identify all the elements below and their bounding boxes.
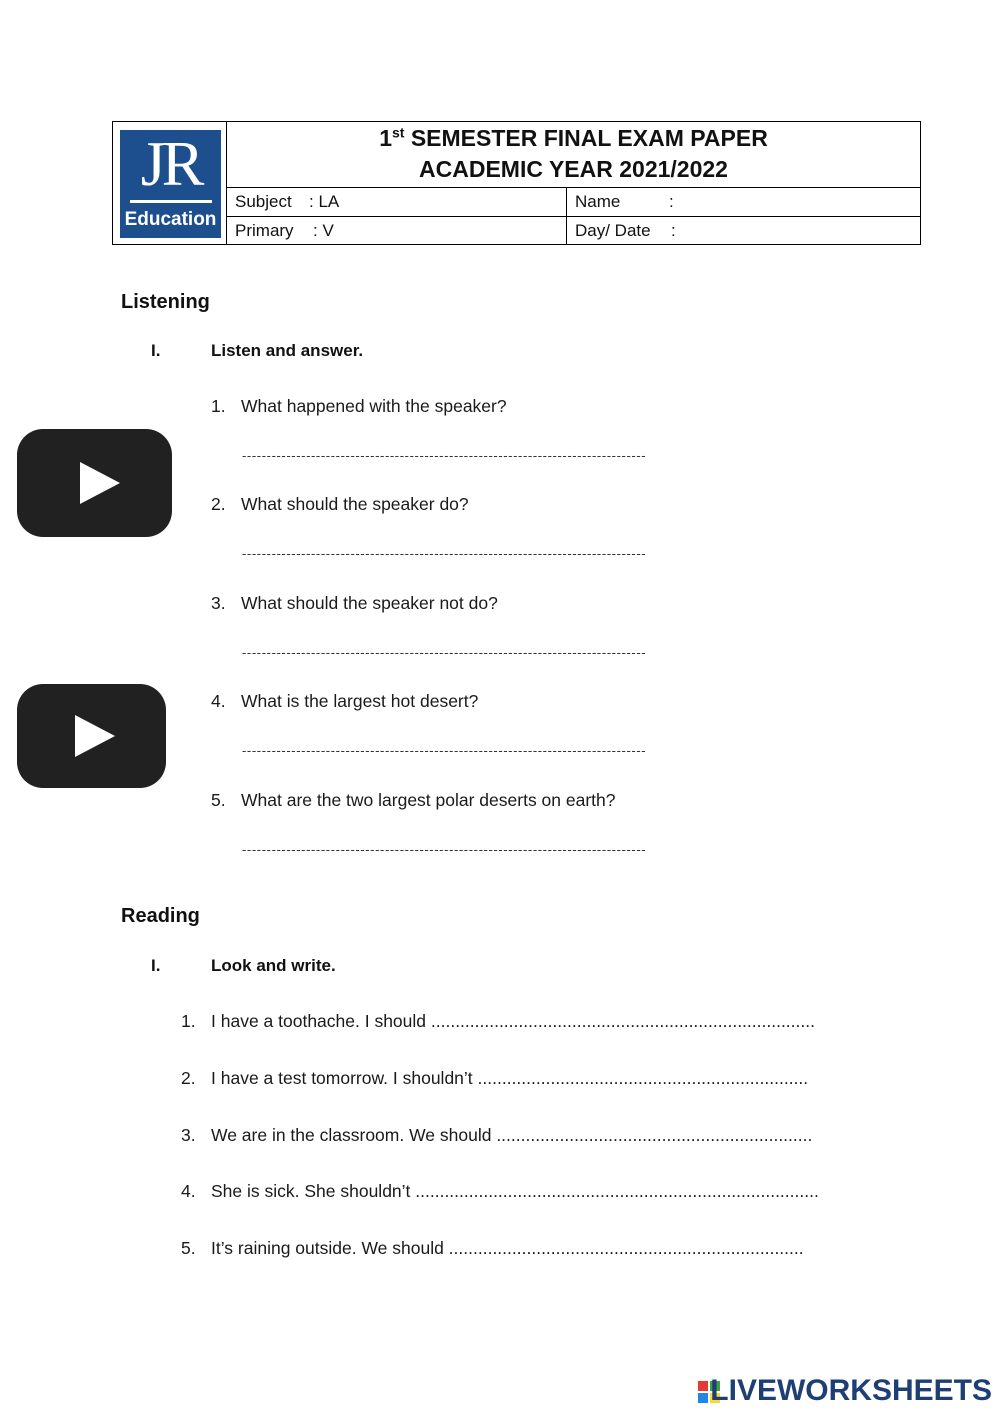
date-value: : <box>671 221 676 240</box>
question-text: What should the speaker do? <box>241 494 469 514</box>
question-text: What should the speaker not do? <box>241 593 498 613</box>
reading-item[interactable] <box>181 1125 812 1146</box>
logo-education-text: Education <box>124 209 217 230</box>
question-number: 1. <box>211 396 226 416</box>
play-button-icon[interactable] <box>17 429 172 537</box>
question-text: What is the largest hot desert? <box>241 691 479 711</box>
answer-line[interactable]: ---------------------------------------------------------------------------------- <box>242 546 647 561</box>
header-row-primary <box>227 217 920 244</box>
item-text: She is sick. She shouldn’t ................................................................................... <box>211 1181 819 1201</box>
exam-title-line2: ACADEMIC YEAR 2021/2022 <box>419 156 728 182</box>
item-number: 1. <box>181 1011 196 1031</box>
header-row-subject <box>227 188 920 217</box>
logo-divider <box>130 200 212 203</box>
listening-heading: Listening <box>121 291 210 313</box>
listening-instruction: Listen and answer. <box>211 341 364 360</box>
item-number: 5. <box>181 1238 196 1258</box>
exam-header-table <box>112 121 921 245</box>
item-number: 3. <box>181 1125 196 1145</box>
listening-section-number: I. <box>151 341 161 360</box>
question-text: What happened with the speaker? <box>241 396 507 416</box>
reading-instruction: Look and write. <box>211 956 336 975</box>
primary-cell <box>227 217 567 244</box>
title-ordinal: 1 <box>379 125 392 151</box>
listening-question <box>211 790 616 811</box>
name-value: : <box>669 192 674 211</box>
subject-cell <box>227 188 567 216</box>
exam-title-line1 <box>227 123 920 154</box>
item-number: 4. <box>181 1181 196 1201</box>
play-triangle-icon <box>75 715 115 757</box>
answer-line[interactable]: ---------------------------------------------------------------------------------- <box>242 842 647 857</box>
item-text: We are in the classroom. We should ................................................................. <box>211 1125 813 1145</box>
reading-section-number: I. <box>151 956 161 975</box>
question-number: 3. <box>211 593 226 613</box>
answer-line[interactable]: ---------------------------------------------------------------------------------- <box>242 743 647 758</box>
name-cell[interactable] <box>567 188 920 216</box>
question-number: 4. <box>211 691 226 711</box>
subject-label: Subject <box>235 192 292 211</box>
liveworksheets-brand[interactable]: LIVEWORKSHEETS <box>710 1374 992 1407</box>
listening-question <box>211 691 478 712</box>
reading-heading: Reading <box>121 905 200 927</box>
question-number: 2. <box>211 494 226 514</box>
reading-item[interactable] <box>181 1068 808 1089</box>
play-triangle-icon <box>80 462 120 504</box>
item-text: I have a test tomorrow. I shouldn’t .................................................................... <box>211 1068 809 1088</box>
item-text: It’s raining outside. We should ......................................................................... <box>211 1238 804 1258</box>
reading-item[interactable] <box>181 1181 819 1202</box>
reading-item[interactable] <box>181 1238 804 1259</box>
name-label: Name <box>575 192 621 211</box>
item-number: 2. <box>181 1068 196 1088</box>
logo-cell <box>113 122 227 244</box>
jr-education-logo <box>120 130 221 238</box>
title-line1-text: SEMESTER FINAL EXAM PAPER <box>404 125 768 151</box>
listening-question <box>211 593 498 614</box>
primary-label: Primary <box>235 221 294 240</box>
question-text: What are the two largest polar deserts on earth? <box>241 790 616 810</box>
logo-jr-text: JR <box>140 128 201 199</box>
primary-value: : V <box>313 221 334 240</box>
listening-question <box>211 494 469 515</box>
subject-value: : LA <box>309 192 340 211</box>
answer-line[interactable]: ---------------------------------------------------------------------------------- <box>242 448 647 463</box>
listening-question <box>211 396 507 417</box>
play-button-icon[interactable] <box>17 684 166 788</box>
date-cell[interactable] <box>567 217 920 244</box>
title-ordinal-suffix: st <box>391 124 405 141</box>
reading-item[interactable] <box>181 1011 815 1032</box>
item-text: I have a toothache. I should ............................................................................... <box>211 1011 815 1031</box>
exam-title <box>227 122 920 188</box>
question-number: 5. <box>211 790 226 810</box>
date-label: Day/ Date <box>575 221 651 240</box>
answer-line[interactable]: ---------------------------------------------------------------------------------- <box>242 645 647 660</box>
